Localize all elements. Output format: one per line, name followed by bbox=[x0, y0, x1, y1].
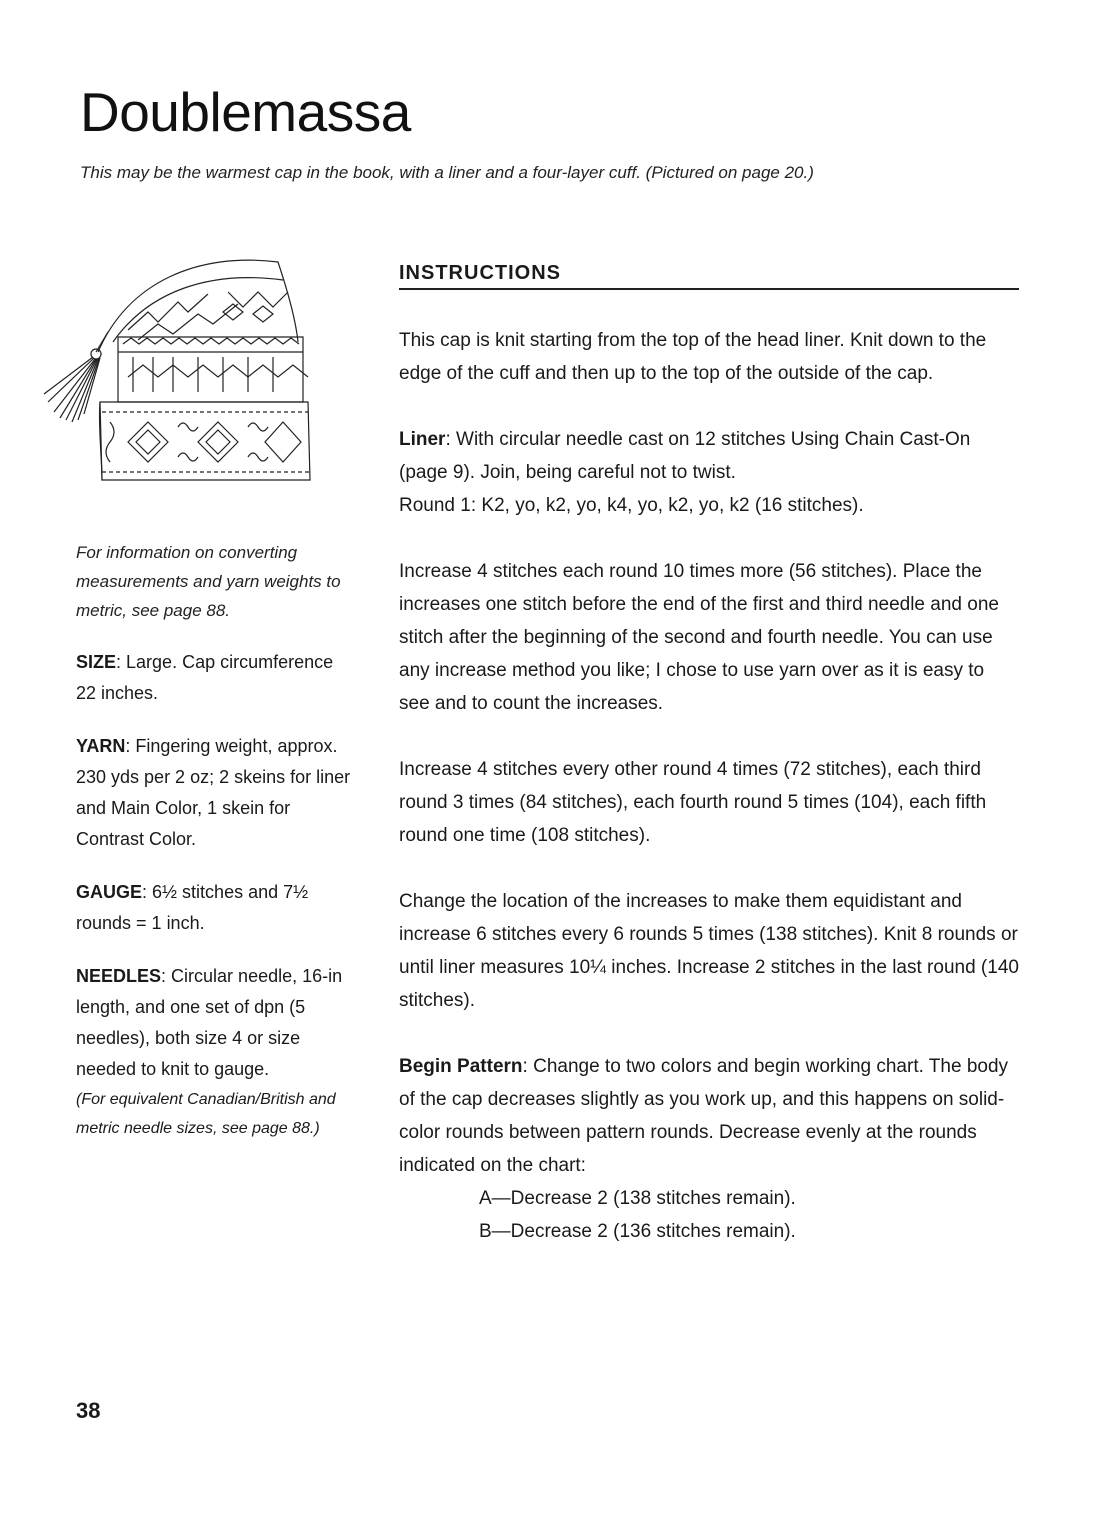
liner-label: Liner bbox=[399, 429, 446, 450]
begin-pattern-label: Begin Pattern bbox=[399, 1056, 523, 1077]
size-text: Large. Cap circumference 22 inches. bbox=[76, 652, 334, 703]
instructions-heading: INSTRUCTIONS bbox=[399, 262, 1019, 290]
increase-paragraph-1: Increase 4 stitches each round 10 times more (56 stitches). Place the increases one stitch before the end of the first and third needle and one stitch after the beginning of the second and fourth needle. You can use any increase method you like; I chose to use yarn over as it is easy to see and to count the increases. bbox=[399, 561, 999, 714]
size-spec: SIZE: Large. Cap circumference 22 inches. bbox=[76, 652, 334, 703]
metric-note: For information on converting measurements and yarn weights to metric, see page 88. bbox=[76, 543, 341, 620]
increase-paragraph-2: Increase 4 stitches every other round 4 times (72 stitches), each third round 3 times (84 stitches), each fourth round 5 times (104), each fifth round one time (108 stitches). bbox=[399, 759, 987, 846]
begin-pattern-text: Change to two colors and begin working chart. The body of the cap decreases slightly as you work up, and this happens on solid-color rounds between pattern rounds. Decrease evenly at the rounds indicated on the chart: bbox=[399, 1056, 1009, 1176]
page-title: Doublemassa bbox=[80, 81, 411, 143]
instructions-section bbox=[399, 262, 1019, 1248]
sidebar bbox=[76, 538, 351, 1165]
begin-pattern-paragraph: Begin Pattern: Change to two colors and begin working chart. The body of the cap decreases slightly as you work up, and this happens on solid-color rounds between pattern rounds. Decrease evenly at the rounds indicated on the chart: bbox=[399, 1056, 1009, 1176]
needles-spec: NEEDLES: Circular needle, 16-in length, and one set of dpn (5 needles), both size 4 or size needed to knit to gauge. (For equivalent Canadian/British and metric needle sizes, see page 88.) bbox=[76, 961, 351, 1143]
cap-illustration bbox=[38, 252, 318, 492]
yarn-text: Fingering weight, approx. 230 yds per 2 oz; 2 skeins for liner and Main Color, 1 skein for Contrast Color. bbox=[76, 736, 351, 849]
snowflake-motifs bbox=[106, 422, 301, 462]
decrease-item-b: B—Decrease 2 (136 stitches remain). bbox=[479, 1221, 796, 1242]
increase-paragraph-3: Change the location of the increases to make them equidistant and increase 6 stitches every 6 rounds 5 times (138 stitches). Knit 8 rounds or until liner measures 10¼ inches. Increase 2 stitches in the last round (140 stitches). bbox=[399, 891, 1019, 1011]
decrease-list bbox=[399, 1182, 1019, 1248]
needles-note: (For equivalent Canadian/British and metric needle sizes, see page 88.) bbox=[76, 1091, 336, 1137]
decrease-item-a: A—Decrease 2 (138 stitches remain). bbox=[479, 1188, 796, 1209]
page-number: 38 bbox=[76, 1398, 101, 1423]
gauge-spec: GAUGE: 6½ stitches and 7½ rounds = 1 inch. bbox=[76, 882, 309, 933]
needles-label: NEEDLES bbox=[76, 966, 162, 986]
tassel-strands bbox=[44, 357, 100, 422]
page-subtitle: This may be the warmest cap in the book, with a liner and a four-layer cuff. (Pictured on page 20.) bbox=[80, 163, 814, 182]
yarn-label: YARN bbox=[76, 736, 126, 756]
liner-paragraph: Liner: With circular needle cast on 12 stitches Using Chain Cast-On (page 9). Join, being careful not to twist. Round 1: K2, yo, k2, yo, k4, yo, k2, yo, k2 (16 stitches). bbox=[399, 423, 1019, 522]
needles-text: Circular needle, 16-in length, and one set of dpn (5 needles), both size 4 or size needed to knit to gauge. bbox=[76, 966, 343, 1079]
gauge-label: GAUGE bbox=[76, 882, 143, 902]
intro-paragraph: This cap is knit starting from the top of the head liner. Knit down to the edge of the cuff and then up to the top of the outside of the cap. bbox=[399, 330, 987, 384]
liner-text: With circular needle cast on 12 stitches Using Chain Cast-On (page 9). Join, being careful not to twist. bbox=[399, 429, 971, 483]
size-label: SIZE bbox=[76, 652, 117, 672]
gauge-text: 6½ stitches and 7½ rounds = 1 inch. bbox=[76, 882, 309, 933]
round-1-text: Round 1: K2, yo, k2, yo, k4, yo, k2, yo, k2 (16 stitches). bbox=[399, 495, 864, 516]
yarn-spec: YARN: Fingering weight, approx. 230 yds per 2 oz; 2 skeins for liner and Main Color, 1 skein for Contrast Color. bbox=[76, 736, 351, 849]
